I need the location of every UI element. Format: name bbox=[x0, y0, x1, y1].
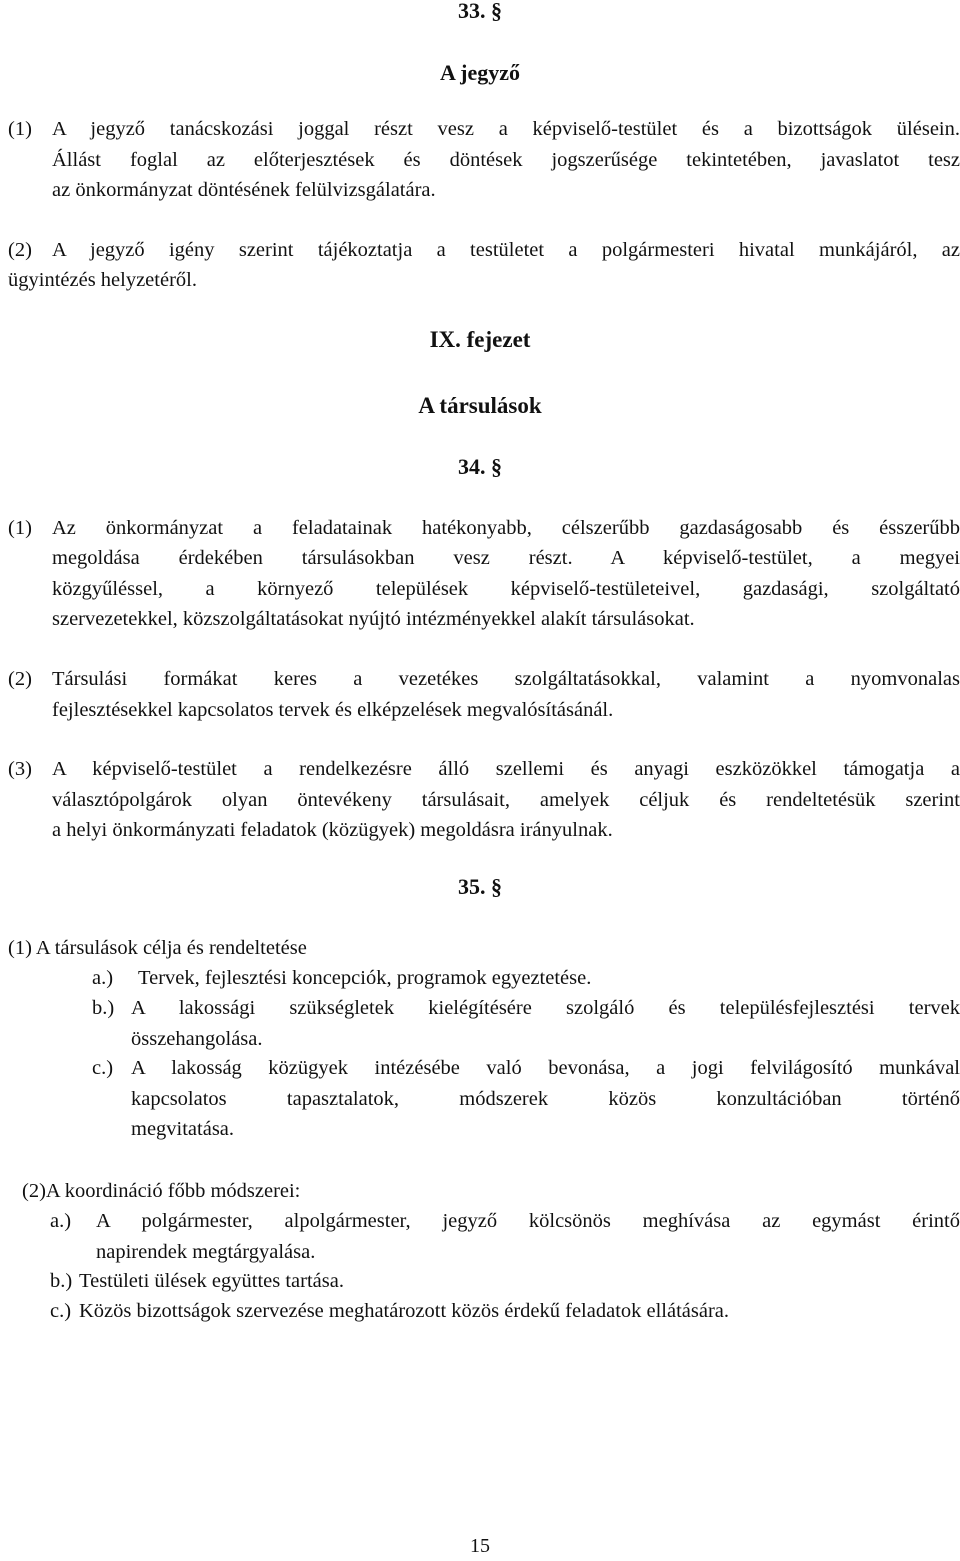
paragraph-number: (2) bbox=[8, 239, 32, 261]
text-line: A polgármester, alpolgármester, jegyző kölcsönös meghívása az egymást érintő bbox=[96, 1210, 960, 1232]
text-line: A lakossági szükségletek kielégítésére szolgáló és településfejlesztési tervek bbox=[131, 997, 960, 1019]
text-line: Tervek, fejlesztési koncepciók, programok egyeztetése. bbox=[138, 967, 592, 989]
section-35-heading: 35. § bbox=[458, 874, 502, 899]
text-line: A jegyző tanácskozási joggal részt vesz a képviselő-testület és a bizottságok ülésein. bbox=[52, 118, 960, 140]
text-line: Közös bizottságok szervezése meghatározott közös érdekű feladatok ellátására. bbox=[79, 1300, 730, 1322]
text-line: az önkormányzat döntésének felülvizsgálatára. bbox=[52, 179, 436, 201]
text-line: A lakosság közügyek intézésébe való bevonása, a jogi felvilágosító munkával bbox=[131, 1057, 960, 1079]
s35-paragraph-2-title: (2)A koordináció főbb módszerei: bbox=[22, 1180, 301, 1202]
text-line: A jegyző igény szerint tájékoztatja a testületet a polgármesteri hivatal munkájáról, az bbox=[52, 239, 960, 261]
section-34-heading: 34. § bbox=[458, 454, 502, 479]
paragraph-text bbox=[52, 664, 960, 725]
page-number: 15 bbox=[470, 1535, 490, 1557]
text-line: választópolgárok olyan öntevékeny társulásait, amelyek céljuk és rendeltetésük szerint bbox=[52, 788, 960, 811]
jegyzo-heading: A jegyző bbox=[439, 60, 521, 85]
s35-item-1b bbox=[92, 993, 960, 1055]
s33-paragraph-1 bbox=[0, 114, 960, 209]
tarsulasok-heading: A társulások bbox=[418, 393, 542, 418]
item-label: c.) bbox=[50, 1300, 72, 1322]
item-label: b.) bbox=[50, 1270, 73, 1292]
text-line: kapcsolatos tapasztalatok, módszerek közös konzultációban történő bbox=[131, 1087, 960, 1110]
text-line: fejlesztésekkel kapcsolatos tervek és elképzelések megvalósításánál. bbox=[52, 698, 614, 721]
paragraph-text bbox=[52, 754, 960, 846]
text-line: Társulási formákat keres a vezetékes szolgáltatásokkal, valamint a nyomvonalas bbox=[52, 668, 960, 690]
text-line: napirendek megtárgyalása. bbox=[96, 1240, 316, 1263]
s34-paragraph-3 bbox=[0, 754, 960, 849]
text-line: a helyi önkormányzati feladatok (közügyek) megoldásra irányulnak. bbox=[52, 819, 613, 841]
text-line: ügyintézés helyzetéről. bbox=[8, 269, 197, 291]
text-line: összehangolása. bbox=[131, 1027, 263, 1050]
s35-paragraph-1-title: (1) A társulások célja és rendeltetése bbox=[8, 937, 307, 959]
paragraph-number: (3) bbox=[8, 758, 32, 780]
s34-paragraph-1 bbox=[0, 513, 960, 638]
text-line: szervezetekkel, közszolgáltatásokat nyújtó intézményekkel alakít társulásokat. bbox=[52, 608, 695, 630]
text-line: A képviselő-testület a rendelkezésre álló szellemi és anyagi eszközökkel támogatja a bbox=[52, 758, 960, 780]
chapter-heading: IX. fejezet bbox=[429, 327, 531, 352]
text-line: Testületi ülések együttes tartása. bbox=[79, 1270, 344, 1292]
item-text bbox=[131, 1053, 960, 1145]
paragraph-number: (2) bbox=[8, 668, 32, 690]
item-label: a.) bbox=[92, 967, 114, 989]
text-line: megoldása érdekében társulásokban vesz részt. A képviselő-testület, a megyei bbox=[52, 547, 960, 569]
s35-item-2a bbox=[50, 1206, 960, 1268]
text-line: Az önkormányzat a feladatainak hatékonyabb, célszerűbb gazdaságosabb és ésszerűbb bbox=[52, 517, 960, 539]
section-33-heading: 33. § bbox=[458, 0, 502, 23]
paragraph-text bbox=[52, 513, 960, 544]
paragraph-continuation bbox=[52, 543, 960, 635]
s35-item-1c bbox=[92, 1053, 960, 1145]
text-line: Állást foglal az előterjesztések és döntések jogszerűsége tekintetében, javaslatot tesz bbox=[52, 148, 960, 171]
paragraph-text bbox=[52, 235, 960, 266]
paragraph-text bbox=[52, 114, 960, 206]
item-label: c.) bbox=[92, 1057, 114, 1079]
item-label: b.) bbox=[92, 997, 115, 1019]
s34-paragraph-2 bbox=[0, 664, 960, 728]
text-line: megvitatása. bbox=[131, 1118, 235, 1140]
item-text bbox=[131, 993, 960, 1054]
s33-paragraph-2 bbox=[0, 235, 960, 299]
text-line: közgyűléssel, a környező települések képviselő-testületeivel, gazdasági, szolgáltató bbox=[52, 577, 960, 600]
paragraph-number: (1) bbox=[8, 517, 32, 539]
paragraph-number: (1) bbox=[8, 118, 32, 140]
item-label: a.) bbox=[50, 1210, 72, 1232]
item-text bbox=[96, 1206, 960, 1267]
